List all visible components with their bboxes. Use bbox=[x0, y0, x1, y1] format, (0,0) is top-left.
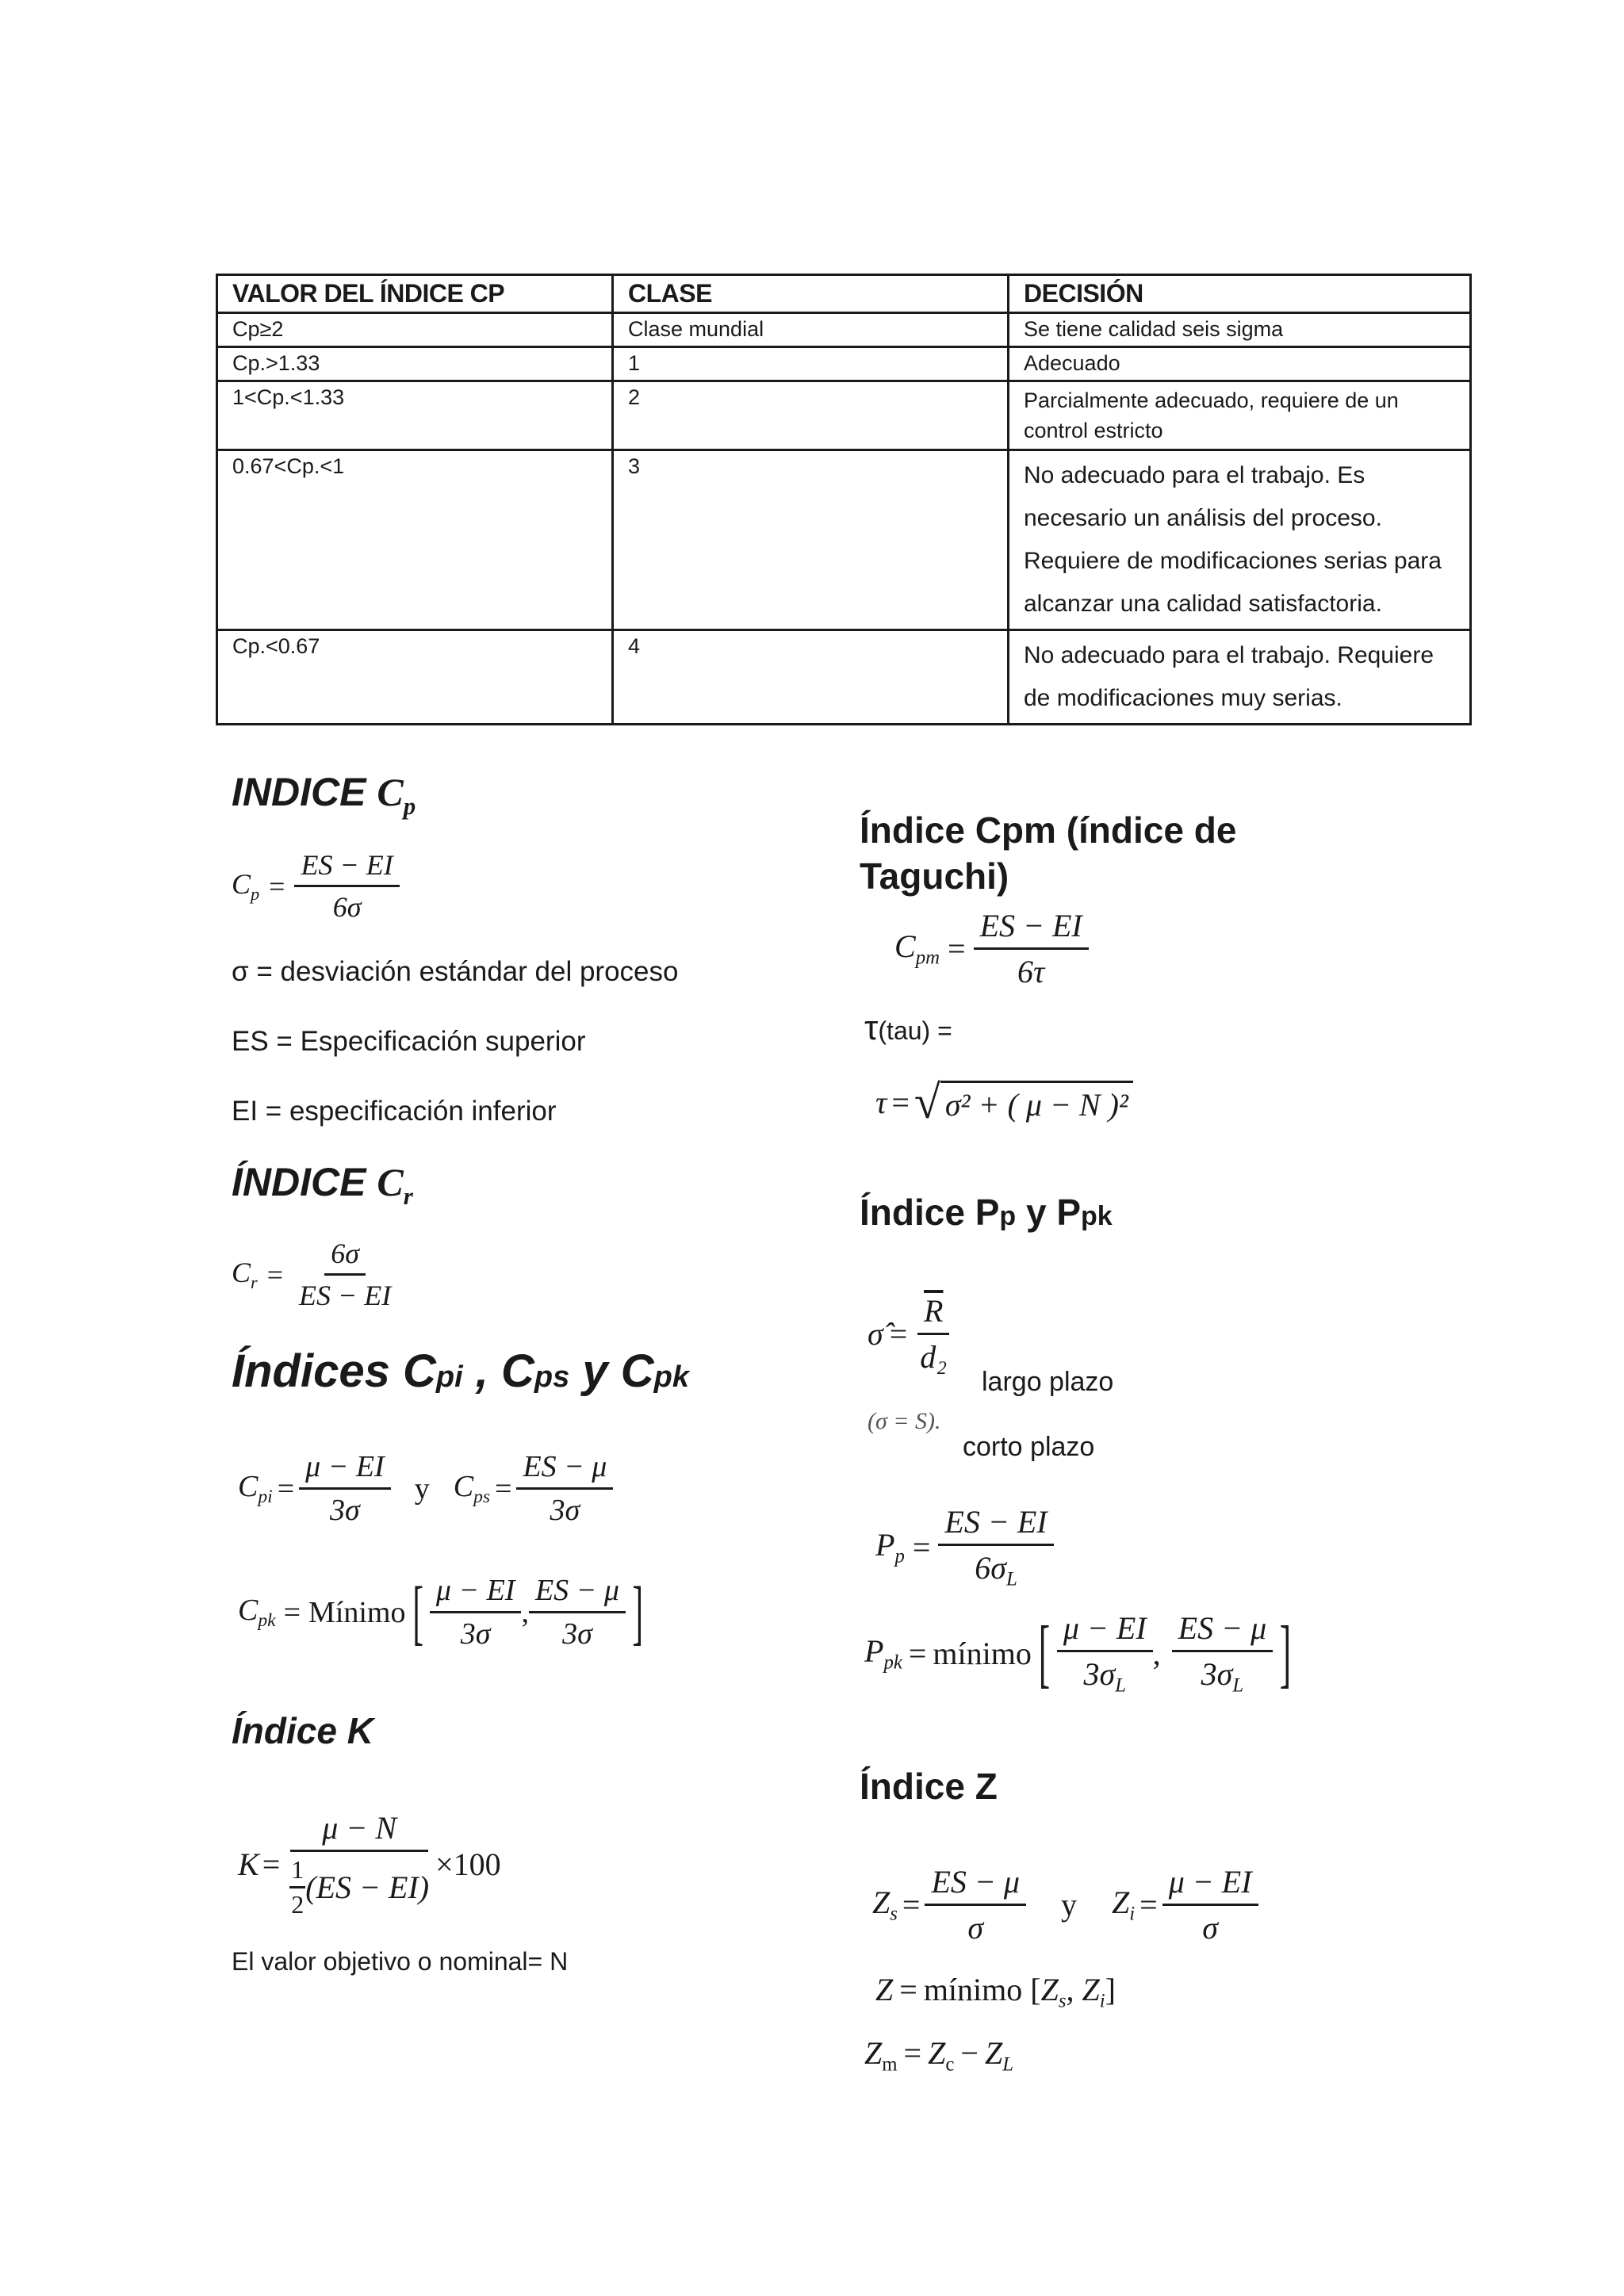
tau-formula: τ = √ σ² + ( μ − N )² bbox=[875, 1078, 1133, 1126]
cpm-heading: Índice Cpm (índice de Taguchi) bbox=[860, 809, 1237, 897]
table-cell-decision: No adecuado para el trabajo. Es necesario un análisis del proceso. Requiere de modificaciones serias para alcanzar una calidad satisfactoria. bbox=[1009, 450, 1471, 630]
nominal-value-note: El valor objetivo o nominal= N bbox=[232, 1947, 569, 1976]
table-cell-clase: 3 bbox=[613, 450, 1009, 630]
table-cell-decision: Adecuado bbox=[1009, 347, 1471, 381]
largo-plazo-label: largo plazo bbox=[982, 1367, 1114, 1397]
table-cell-valor: 1<Cp.<1.33 bbox=[217, 381, 613, 450]
sigma-definition: σ = desviación estándar del proceso bbox=[232, 956, 679, 987]
k-formula: K = μ − N $\frac{1}{2}$ (ES − EI) ×100 bbox=[238, 1810, 501, 1919]
table-cell-clase: Clase mundial bbox=[613, 313, 1009, 347]
table-cell-clase: 2 bbox=[613, 381, 1009, 450]
corto-plazo-label: corto plazo bbox=[963, 1432, 1095, 1462]
pp-formula: $P_p$ = $\frac{ES - EI}{6\sigma_L}$ bbox=[875, 1503, 1054, 1591]
ei-definition: EI = especificación inferior bbox=[232, 1096, 557, 1127]
table-header-clase: CLASE bbox=[613, 275, 1009, 313]
es-definition: ES = Especificación superior bbox=[232, 1026, 586, 1057]
table-cell-valor: Cp≥2 bbox=[217, 313, 613, 347]
cp-heading: INDICE $C_p$ bbox=[232, 770, 416, 820]
table-cell-decision: Se tiene calidad seis sigma bbox=[1009, 313, 1471, 347]
pp-ppk-heading: Índice Pp y Ppk bbox=[860, 1192, 1113, 1233]
sigma-hat-formula: σ̂ = $\frac{\overline{R}}{\text{d₂}}$ bbox=[868, 1292, 953, 1376]
z-min-formula: Z = mínimo [$Z_s$, $Z_i$] bbox=[875, 1972, 1116, 2012]
ppk-formula: $P_{pk}$ = mínimo [ $\frac{\mu - EI}{3\sigma_L}$ , $\frac{ES - \mu}{3\sigma_L}$ ] bbox=[864, 1610, 1292, 1697]
cp-index-table bbox=[216, 274, 1472, 725]
table-header-decision: DECISIÓN bbox=[1009, 275, 1471, 313]
table-cell-clase: 4 bbox=[613, 630, 1009, 725]
cpk-formula: $C_{pk}$ = Mínimo [ $\frac{\mu - EI}{3\sigma}$ , $\frac{ES - \mu}{3\sigma}$ ] bbox=[238, 1571, 643, 1652]
cr-heading: ÍNDICE $C_r$ bbox=[232, 1160, 413, 1210]
cr-formula: $C_r$ = $\frac{6\sigma}{ES - EI}$ bbox=[232, 1238, 392, 1311]
tau-label: τ(tau) = bbox=[864, 1008, 952, 1047]
cp-symbol: $C_p$ bbox=[232, 868, 260, 904]
cpi-cps-cpk-heading: Índices Cpi , Cps y Cpk bbox=[232, 1345, 689, 1397]
k-heading: Índice K bbox=[232, 1710, 373, 1751]
sigma-s-note: (σ = S). bbox=[868, 1408, 941, 1434]
table-cell-valor: Cp.<0.67 bbox=[217, 630, 613, 725]
table-cell-clase: 1 bbox=[613, 347, 1009, 381]
zm-formula: $Z_m = Z_c - Z_L$ bbox=[864, 2035, 1013, 2076]
table-cell-valor: Cp.>1.33 bbox=[217, 347, 613, 381]
z-heading: Índice Z bbox=[860, 1766, 998, 1807]
cp-formula: $C_p$ = $\frac{ES - EI}{6\sigma}$ bbox=[232, 848, 400, 924]
table-header-valor: VALOR DEL ÍNDICE CP bbox=[217, 275, 613, 313]
table-cell-decision: No adecuado para el trabajo. Requiere de modificaciones muy serias. bbox=[1009, 630, 1471, 725]
table-cell-decision: Parcialmente adecuado, requiere de un control estricto bbox=[1009, 381, 1471, 450]
cpm-formula: $C_{pm}$ = $\frac{ES - EI}{6\tau}$ bbox=[894, 907, 1089, 990]
cpi-cps-formula: $C_{pi}$ = $\frac{\mu - EI}{3\sigma}$ y $C_{ps}$ = $\frac{ES - \mu}{3\sigma}$ bbox=[238, 1449, 613, 1528]
table-cell-valor: 0.67<Cp.<1 bbox=[217, 450, 613, 630]
zs-zi-formula: $Z_s$ = $\frac{ES - \mu}{\sigma}$ y $Z_i$ = $\frac{\mu - EI}{\sigma}$ bbox=[872, 1863, 1258, 1946]
cr-symbol: $C_r$ bbox=[232, 1257, 258, 1292]
